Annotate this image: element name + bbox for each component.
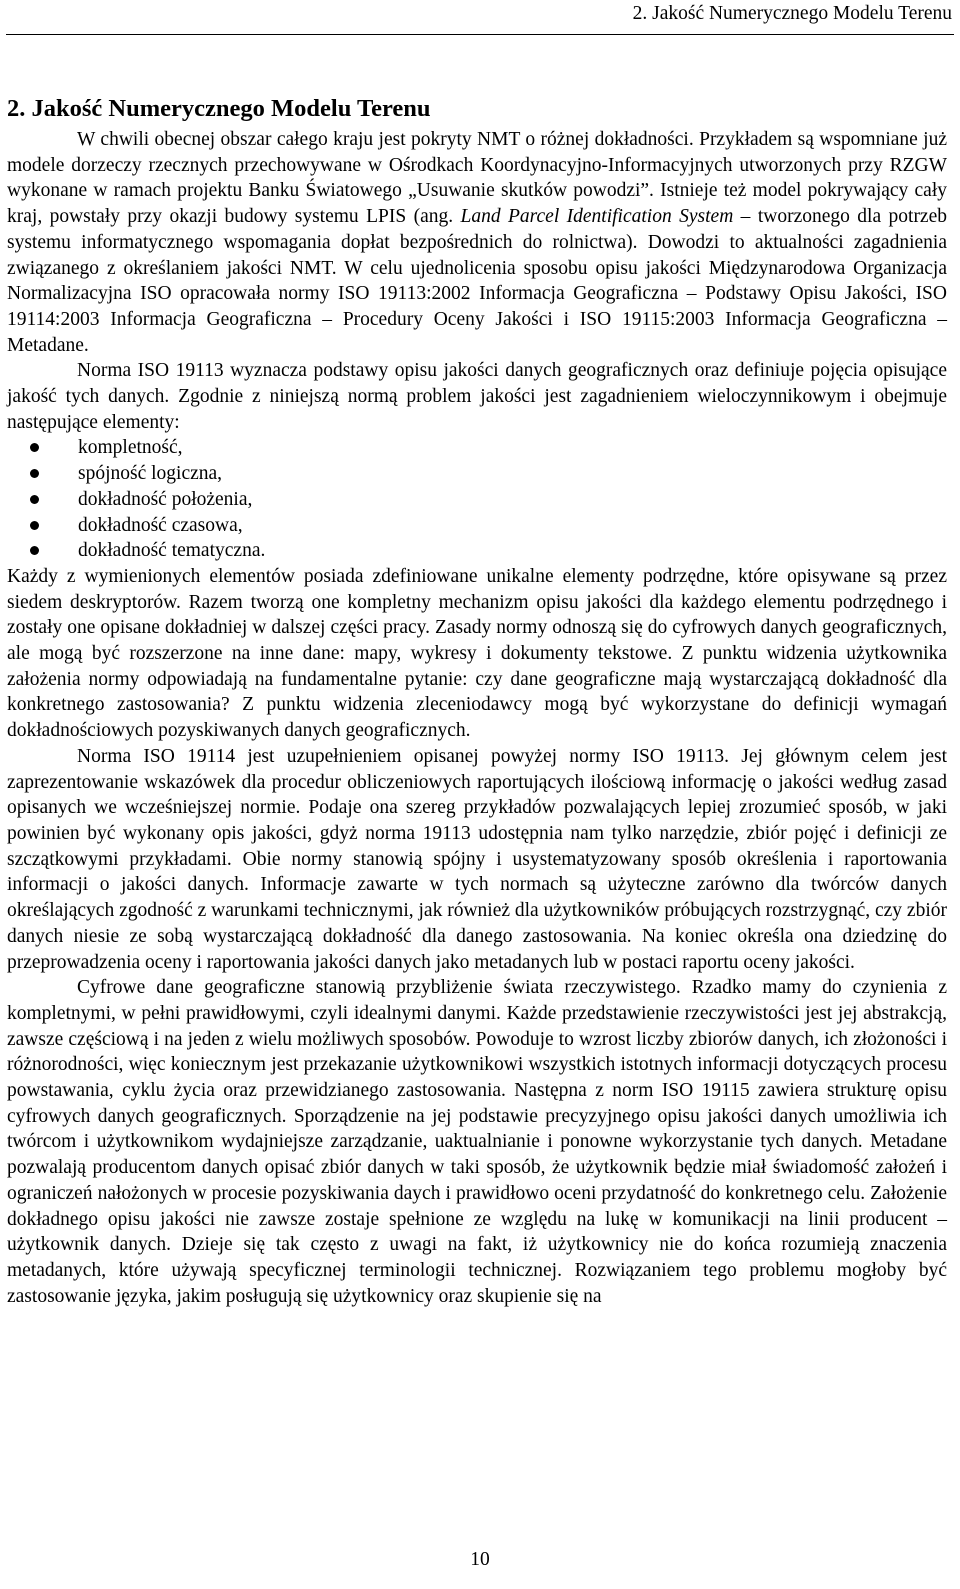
paragraph-subelements: Każdy z wymienionych elementów posiada zdefiniowane unikalne elementy podrzędne, które opisywane są przez siedem deskryptorów. Razem tworzą one kompletny mechanizm opisu jakości dla każdego elementu podrzędnego i zostały one opisane dokładniej w dalszej części pracy. Zasady normy odnoszą się do cyfrowych danych geograficznych, ale mogą być rozszerzone na inne dane: mapy, wykresy i dokumenty tekstowe. Z punktu widzenia użytkownika założenia normy odpowiadają na fundamentalne pytanie: czy dane geograficzne mają wystarczającą dokładność dla konkretnego zastosowania? Z punktu widzenia zleceniodawcy mogą być wykorzystane do definicji wymagań dokładnościowych pozyskiwanych danych geograficznych. [7, 565, 947, 742]
paragraph-iso-19115: Cyfrowe dane geograficzne stanowią przybliżenie świata rzeczywistego. Rzadko mamy do czynienia z kompletnymi, w pełni prawidłowymi, czyli idealnymi danymi. Każde przedstawienie rzeczywistości jest jej abstrakcją, zawsze częściową i na jeden z wielu możliwych sposobów. Powoduje to wzrost liczby zbiorów danych, ich złożoności i różnorodności, więc koniecznym jest przekazanie użytkownikowi wszystkich istotnych informacji dotyczących procesu powstawania, cyklu życia oraz przewidzianego zastosowania. Następna z norm ISO 19115 zawiera strukturę opisu cyfrowych danych geograficznych. Sporządzenie na jej podstawie precyzyjnego opisu jakości danych umożliwia ich twórcom i użytkownikom wydajniejsze zarządzanie, uaktualnianie i ponowne wykorzystanie tych danych. Metadane pozwalają producentom danych opisać zbiór danych w taki sposób, że użytkownik będzie miał świadomość założeń i ograniczeń nałożonych w procesie pozyskiwania daych i prawidłowo oceni przydatność do konkretnego celu. Założenie dokładnego opisu jakości nie zawsze zostaje spełnione ze względu na lukę w komunikacji na linii producent – użytkownik danych. Dzieje się tak często z uwagi na fakt, iż użytkownicy nie do końca rozumieją znaczenia metadanych, które używają specyficznej terminologii technicznej. Rozwiązaniem tego problemu mogłoby być zastosowanie języka, jakim posługują się użytkownicy oraz skupienie się na [7, 977, 947, 1307]
quality-elements-list [7, 435, 947, 564]
list-item [7, 513, 947, 539]
list-item [7, 487, 947, 513]
paragraph-intro-text-b: – tworzonego dla potrzeb systemu informatycznego wspomagania dopłat bezpośrednich do rolnictwa). Dowodzi to aktualności zagadnienia związanego z określaniem jakości NMT. W celu ujednolicenia sposobu opisu jakości Międzynarodowa Organizacja Normalizacyjna ISO opracowała normy ISO 19113:2002 Informacja Geograficzna – Podstawy Opisu Jakości, ISO 19114:2003 Informacja Geograficzna – Procedury Oceny Jakości i ISO 19115:2003 Informacja Geograficzna – Metadane. [7, 206, 947, 356]
paragraph-intro-text-a: W chwili obecnej obszar całego kraju jest pokryty NMT o różnej dokładności. Przykładem są wspomniane już modele dorzeczy rzecznych przechowywane w Ośrodkach Koordynacyjno-Informacyjnych utworzonych przy RZGW wykonane w ramach projektu Banku Światowego „Usuwanie skutków powodzi”. Istnieje też model pokrywający cały kraj, powstały przy okazji budowy systemu LPIS (ang. [7, 129, 947, 228]
list-item-label: spójność logiczna, [78, 463, 223, 485]
list-item-label: dokładność czasowa, [78, 514, 243, 536]
bullet-icon [30, 495, 39, 504]
list-item [7, 538, 947, 564]
list-item-label: dokładność położenia, [78, 488, 253, 510]
header-divider [6, 34, 954, 35]
section-heading: 2. Jakość Numerycznego Modelu Terenu [7, 95, 431, 122]
list-item-label: dokładność tematyczna. [78, 540, 266, 562]
list-item [7, 435, 947, 461]
bullet-icon [30, 521, 39, 530]
list-item-label: kompletność, [78, 437, 183, 459]
list-item [7, 461, 947, 487]
running-header: 2. Jakość Numerycznego Modelu Terenu [632, 3, 952, 24]
paragraph-iso-19114: Norma ISO 19114 jest uzupełnieniem opisanej powyżej normy ISO 19113. Jej głównym celem jest zaprezentowanie wskazówek dla procedur obliczeniowych raportujących ilościową informację o jakości według zasad opisanych we wcześniejszej normie. Podaje ona szereg przykładów pozwalających lepiej zrozumieć sposób, w jaki powinien być wykonany opis jakości, gdyż norma 19113 udostępnia nam tylko narzędzie, zbiór pojęć i definicji ze szczątkowymi przykładami. Obie normy stanowią spójny i usystematyzowany sposób określenia i raportowania informacji o jakości danych. Informacje zawarte w tych normach są użyteczne zarówno dla twórców danych określających zgodność z warunkami technicznymi, jak również dla użytkowników próbujących rozstrzygnąć, czy zbiór danych niesie ze sobą wystarczającą dokładność dla danego zastosowania. Na koniec określa ona dziedzinę do przeprowadzenia oceny i raportowania jakości danych jako metadanych lub w postaci raportu oceny jakości. [7, 745, 947, 973]
page-number: 10 [470, 1549, 490, 1570]
paragraph-intro [7, 127, 947, 358]
bullet-icon [30, 443, 39, 452]
bullet-icon [30, 469, 39, 478]
page-content [7, 93, 947, 1309]
lpis-expansion-italic: Land Parcel Identification System [460, 206, 734, 228]
paragraph-iso-19113: Norma ISO 19113 wyznacza podstawy opisu jakości danych geograficznych oraz definiuje pojęcia opisujące jakość tych danych. Zgodnie z niniejszą normą problem jakości jest zagadnieniem wieloczynnikowym i obejmuje następujące elementy: [7, 360, 947, 433]
bullet-icon [30, 546, 39, 555]
